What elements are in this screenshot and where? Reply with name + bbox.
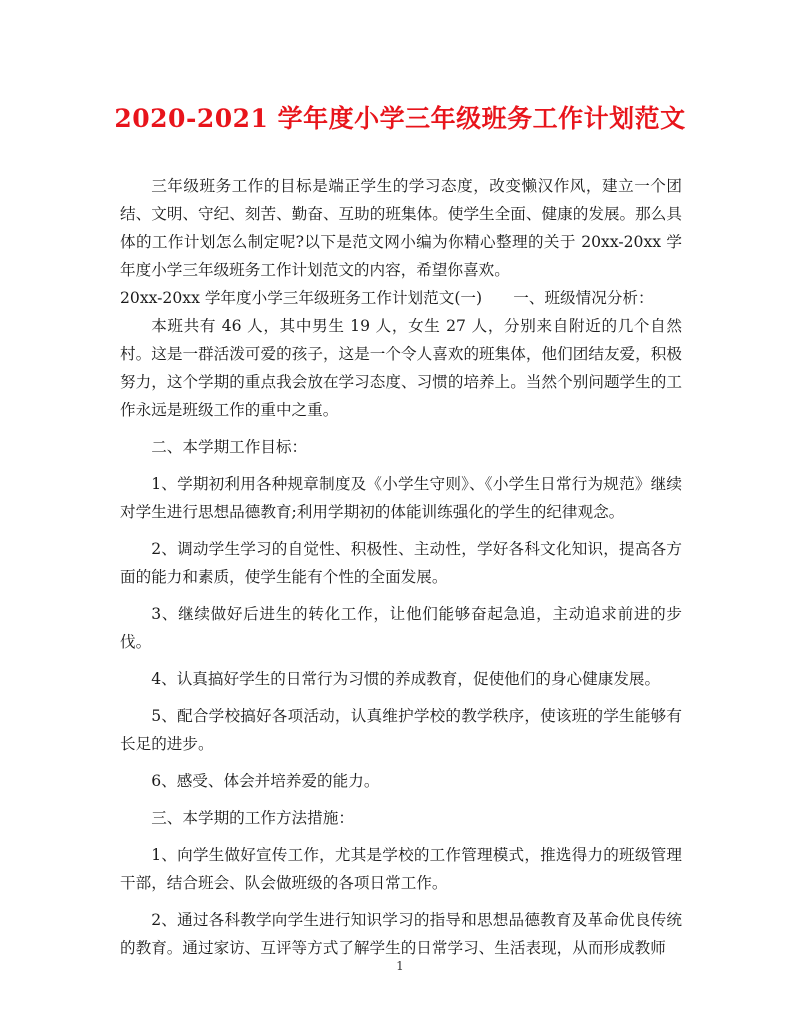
- paragraph-goals-heading: 二、本学期工作目标：: [151, 438, 308, 456]
- paragraph-goal-2: 2、调动学生学习的自觉性、积极性、主动性，学好各科文化知识，提高各方面的能力和素质，使学生能有个性的全面发展。: [120, 540, 682, 586]
- paragraph-goal-3: 3、继续做好后进生的转化工作，让他们能够奋起急追，主动追求前进的步伐。: [120, 605, 682, 651]
- document-body: [120, 172, 682, 962]
- paragraph-class-analysis: 本班共有 46 人，其中男生 19 人，女生 27 人，分别来自附近的几个自然村。这是一群活泼可爱的孩子，这是一个令人喜欢的班集体，他们团结友爱，积极努力，这个学期的重点我会放在学习态度、习惯的培养上。当然个别问题学生的工作永远是班级工作的重中之重。: [120, 317, 682, 419]
- paragraph-intro: 三年级班务工作的目标是端正学生的学习态度，改变懒汉作风，建立一个团结、文明、守纪、刻苦、勤奋、互助的班集体。使学生全面、健康的发展。那么具体的工作计划怎么制定呢?以下是范文网小编为你精心整理的关于 20xx-20xx 学年度小学三年级班务工作计划范文的内容，希望你喜欢。: [120, 177, 682, 279]
- paragraph-section-heading: 20xx-20xx 学年度小学三年级班务工作计划范文(一) 一、班级情况分析：: [120, 289, 654, 307]
- document-title: 2020-2021 学年度小学三年级班务工作计划范文: [114, 104, 686, 133]
- paragraph-goal-6: 6、感受、体会并培养爱的能力。: [151, 772, 380, 790]
- page-number: 1: [396, 959, 404, 973]
- paragraph-method-2: 2、通过各科教学向学生进行知识学习的指导和思想品德教育及革命优良传统的教育。通过家访、互评等方式了解学生的日常学习、生活表现，从而形成教师: [120, 911, 682, 957]
- paragraph-methods-heading: 三、本学期的工作方法措施：: [151, 809, 354, 827]
- paragraph-goal-4: 4、认真搞好学生的日常行为习惯的养成教育，促使他们的身心健康发展。: [151, 670, 661, 688]
- paragraph-goal-1: 1、学期初利用各种规章制度及《小学生守则》、《小学生日常行为规范》继续对学生进行思想品德教育;利用学期初的体能训练强化的学生的纪律观念。: [120, 475, 682, 521]
- paragraph-method-1: 1、向学生做好宣传工作，尤其是学校的工作管理模式，推选得力的班级管理干部，结合班会、队会做班级的各项日常工作。: [120, 846, 682, 892]
- paragraph-goal-5: 5、配合学校搞好各项活动，认真维护学校的教学秩序，使该班的学生能够有长足的进步。: [120, 707, 682, 753]
